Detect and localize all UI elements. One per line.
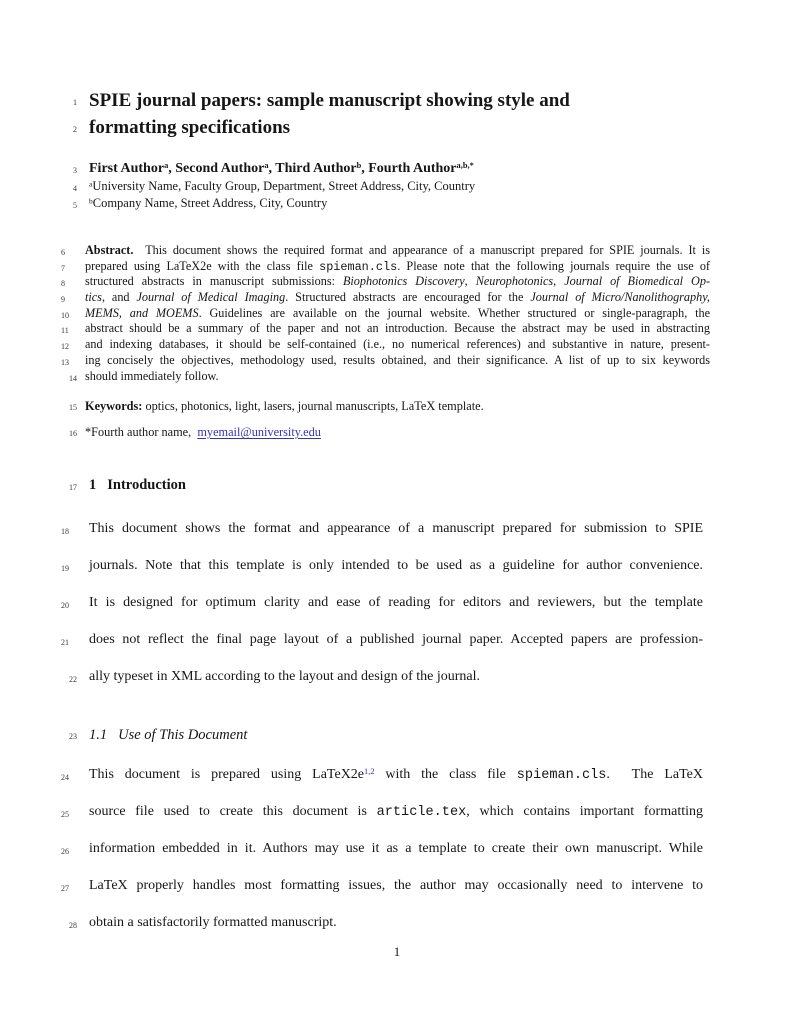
text-segment: a (164, 160, 169, 170)
document-line (69, 476, 711, 495)
line-number: 25 (61, 810, 69, 819)
line-number: 20 (61, 601, 69, 610)
text-segment: This document is prepared using LaTeX2e (89, 767, 365, 782)
text-segment: Journal of Medical Imaging (136, 290, 286, 305)
text-segment: obtain a satisfactorily formatted manuscript. (89, 915, 337, 930)
block-body-intro (61, 510, 703, 695)
text-segment: optics, photonics, light, lasers, journal manuscripts, LaTeX template. (142, 399, 484, 413)
text-segment: 1 (89, 477, 97, 493)
line-number: 1 (73, 98, 77, 107)
text-segment: structured abstracts in manuscript submissions: (85, 274, 343, 289)
text-segment: prepared using LaTeX2e with the class file (85, 258, 320, 273)
line-number: 11 (61, 326, 69, 336)
line-number: 12 (61, 342, 69, 352)
document-line (73, 159, 711, 178)
text-segment: Journal of Biomedical Op- (564, 274, 711, 289)
source-file-name: article.tex (376, 805, 467, 820)
block-h2 (69, 725, 711, 745)
line-number: 13 (61, 357, 69, 367)
document-line (73, 114, 711, 141)
document-line (61, 756, 703, 793)
text-segment: abstract should be a summary of the paper and not an introduction. Because the abstract may be used in abstracting (85, 321, 710, 336)
document-line (61, 621, 703, 658)
document-line (61, 510, 703, 547)
block-abstract (61, 243, 711, 384)
text-segment: University Name, Faculty Group, Department, Street Address, City, Country (92, 179, 476, 193)
document-line (61, 321, 710, 337)
text-segment: Keywords: (85, 399, 143, 413)
text-segment: tics (85, 290, 102, 305)
line-number: 9 (61, 295, 65, 305)
text-segment: should immediately follow. (85, 368, 219, 383)
document-line (61, 305, 710, 322)
document-line (69, 658, 703, 695)
text-segment: and indexing databases, it should be self-contained (i.e., no numerical references) and substantive in nature, present- (85, 337, 710, 352)
line-number: 2 (73, 125, 77, 134)
text-segment: , (553, 274, 565, 289)
document-line (69, 424, 710, 440)
text-segment: a (264, 160, 269, 170)
text-segment: MEMS, and MOEMS (85, 305, 199, 320)
document-line (61, 830, 703, 867)
block-h1 (69, 476, 711, 495)
text-segment: . Please note that the following journals require the use of (397, 258, 710, 273)
text-segment: , and (101, 290, 137, 305)
block-authors (73, 159, 711, 178)
document-line (73, 87, 711, 114)
document-line (73, 178, 711, 195)
block-corresp (69, 424, 710, 440)
text-segment: ing concisely the objectives, methodology used, results obtained, and their significance. A list of up to six keywords (85, 352, 710, 367)
text-segment: This document shows the format and appearance of a manuscript prepared for submission to SPIE (89, 521, 703, 536)
text-segment: ally typeset in XML according to the layout and design of the journal. (89, 669, 480, 684)
text-segment: *Fourth author name, (85, 425, 198, 439)
page-number: 1 (393, 944, 401, 959)
text-segment: 1.1 (89, 727, 108, 743)
text-segment: This document shows the required format and appearance of a manuscript prepared for SPIE journals. It is (133, 243, 710, 257)
document-line (69, 904, 703, 941)
line-number: 24 (61, 773, 69, 782)
document-line (61, 793, 703, 830)
text-segment: Company Name, Street Address, City, Country (92, 196, 328, 211)
line-number: 15 (69, 403, 77, 412)
block-keywords (69, 398, 710, 414)
document-line (69, 398, 710, 414)
line-number: 19 (61, 564, 69, 573)
line-number: 16 (69, 429, 77, 438)
block-affil (73, 178, 711, 213)
document-line (61, 274, 711, 290)
class-file-name: spieman.cls (516, 768, 607, 783)
line-number: 3 (73, 166, 77, 175)
text-segment: information embedded in it. Authors may use it as a template to create their own manuscript. While (89, 841, 703, 856)
line-number: 26 (61, 847, 69, 856)
text-segment: Neurophotonics (475, 274, 554, 289)
text-segment: First Author (89, 161, 165, 176)
text-segment: b (89, 196, 93, 206)
text-segment: Use of This Document (118, 727, 248, 743)
document-line (61, 243, 710, 259)
block-title (73, 87, 711, 141)
text-segment: , Third Author (268, 161, 357, 176)
line-number: 23 (69, 732, 77, 741)
document-line (61, 290, 710, 306)
document-line (61, 258, 710, 275)
text-segment: , Fourth Author (361, 161, 457, 176)
text-segment: Abstract. (85, 243, 134, 257)
text-segment: . Structured abstracts are encouraged for the (285, 290, 531, 305)
email-link[interactable]: myemail@university.edu (197, 425, 321, 439)
document-line (73, 195, 711, 212)
line-number: 18 (61, 527, 69, 536)
document-line (61, 867, 703, 904)
line-number: 22 (69, 675, 77, 684)
text-segment: , Second Author (168, 161, 265, 176)
text-segment: Journal of Micro/Nanolithography, (530, 290, 710, 305)
text-segment: Introduction (107, 477, 186, 493)
text-segment: does not reflect the final page layout of a published journal paper. Accepted papers are profession- (89, 632, 703, 647)
text-segment: a,b,* (456, 160, 474, 170)
line-number: 8 (61, 279, 65, 289)
document-line (61, 547, 703, 584)
text-segment: journals. Note that this template is only intended to be used as a guideline for author convenience. (89, 558, 703, 573)
line-number: 7 (61, 263, 65, 273)
text-segment: with the class file (374, 767, 517, 782)
citation-link[interactable]: 1,2 (364, 766, 375, 776)
text-segment: source file used to create this document is (89, 804, 377, 819)
text-segment: Biophotonics Discovery (342, 274, 465, 289)
document-line (61, 337, 710, 353)
document-line (69, 368, 710, 385)
text-segment: formatting specifications (89, 117, 291, 138)
line-number: 10 (61, 310, 69, 320)
text-segment: . Guidelines are available on the journal website. Whether structured or single-paragraph, the (198, 305, 710, 320)
line-number: 21 (61, 638, 69, 647)
class-file-name: spieman.cls (319, 259, 398, 274)
document-line (61, 352, 710, 369)
document-line (61, 584, 703, 621)
line-number: 28 (69, 921, 77, 930)
line-number: 17 (69, 483, 77, 492)
text-segment: , (464, 274, 476, 289)
text-segment: SPIE journal papers: sample manuscript showing style and (89, 90, 570, 111)
line-number: 6 (61, 248, 65, 257)
block-body-use (61, 756, 703, 941)
text-segment: a (89, 179, 93, 189)
line-number: 4 (73, 184, 77, 193)
text-segment: . The LaTeX (606, 767, 703, 782)
text-segment: It is designed for optimum clarity and ease of reading for editors and reviewers, but the template (89, 595, 703, 610)
line-number: 5 (73, 201, 77, 211)
line-number: 14 (69, 373, 77, 383)
line-number: 27 (61, 884, 69, 893)
document-line (69, 725, 711, 745)
text-segment: LaTeX properly handles most formatting issues, the author may occasionally need to intervene to (89, 878, 703, 893)
text-segment: b (356, 160, 362, 170)
text-segment: , which contains important formatting (466, 804, 703, 819)
